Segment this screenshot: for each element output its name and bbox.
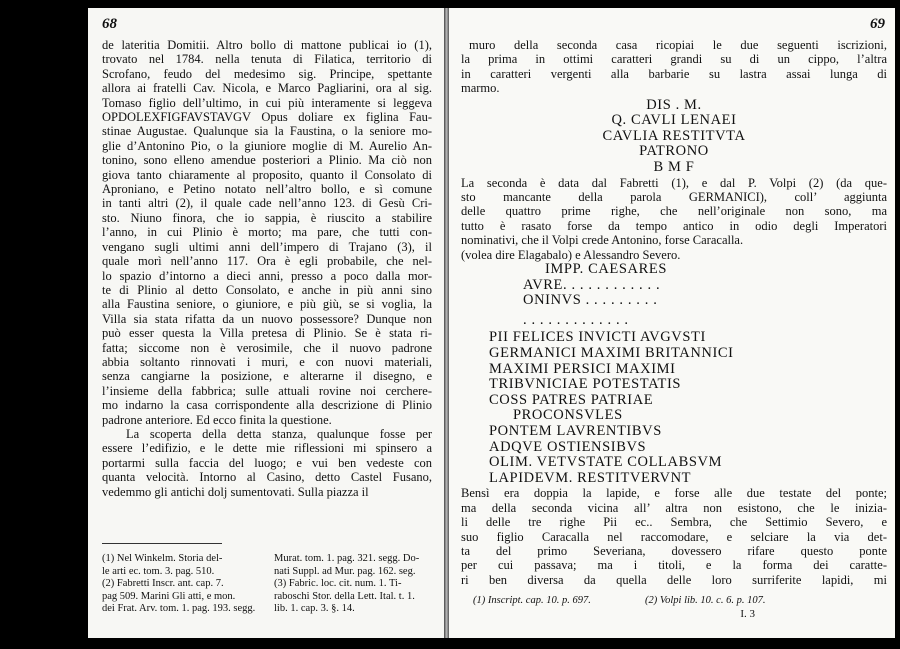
main-text (102, 38, 432, 499)
page-number: 68 (102, 16, 117, 32)
text-line: OPDOLEXFIGFAVSTAVGV Opus doliare ex figlina Fau- (102, 110, 432, 125)
text-line: vedemmo gli antichi dolj sumentovati. Sulla piazza il (102, 484, 369, 499)
text-line: glie d’Antonino Pio, o la giuniore moglie di M. Aurelio An- (102, 138, 432, 153)
inscription-line: OLIM. VETVSTATE COLLABSVM (489, 454, 723, 471)
text-line: padrone anteriore. Ed ecco finita la questione. (102, 412, 332, 427)
inscription-line: MAXIMI PERSICI MAXIMI (489, 360, 676, 377)
text-line: quale morì nell’anno 117. Ora è egli probabile, che nel- (102, 254, 432, 269)
inscription-line: IMPP. CAESARES (545, 261, 668, 278)
left-page (88, 8, 444, 638)
text-line: l’insieme della fabbrica; sulle attuali rovine noi cerchere- (102, 383, 432, 398)
text-line: ri ben diversa da quella delle loro surriferite lapidi, mi (461, 572, 887, 587)
text-line: quanta velocità. Intorno al Casino, detto Castel Fusano, (102, 470, 432, 485)
text-line: abbia soltanto rinnovati i muri, e con nuovi materiali, (102, 354, 432, 369)
text-line: muro della seconda casa ricopiai le due seguenti iscrizioni, (469, 38, 887, 52)
inscription-line: LAPIDEVM. RESTITVERVNT (489, 469, 692, 486)
text-line: per cui passava; ma i titoli, e la forma dei caratte- (461, 558, 887, 573)
text-line: in caratteri vergenti alla barbarie su lastra assai lunga di (461, 66, 887, 81)
text-line: lo spazio d’intorno a dieci anni, presso a poco dalla mor- (102, 268, 432, 283)
footnote-1: (1) Inscript. cap. 10. p. 697. (473, 595, 591, 606)
footnote-2: (2) Volpi lib. 10. c. 6. p. 107. (645, 595, 766, 606)
right-page (449, 8, 895, 638)
text-line: in tanti altri (2), il quale cade nell’anno 123. di Gesù Cri- (102, 196, 432, 211)
text-line: Bensì era doppia la lapide, e forse alle due testate del ponte; (461, 486, 887, 501)
text-line: Tomaso figlio dell’ultimo, in cui più interamente si leggeva (102, 95, 432, 110)
footnote-line: (3) Fabric. loc. cit. num. 1. Ti- (274, 578, 402, 589)
signature-mark: I. 3 (740, 608, 755, 620)
footnote-line: dei Frat. Arv. tom. 1. pag. 193. segg. (102, 603, 256, 614)
text-line: tonino, sono elleno amendue posteriori a Plinio. Ma ciò non (102, 153, 432, 168)
inscription-line: COSS PATRES PATRIAE (489, 391, 654, 408)
text-line: stinae Augustae. Qualunque sia la Faustina, o la seniore mo- (102, 124, 432, 139)
text-line: nominativi, che il Volpi crede Antonino, forse Caracalla. (461, 233, 744, 248)
footnote-line: (2) Fabretti Inscr. ant. cap. 7. (102, 578, 224, 589)
inscription-line: ONINVS . . . . . . . . . (523, 292, 658, 309)
text-line: essere l’edifizio, e le dette mie riflessioni mi spinsero a (102, 441, 432, 456)
text-line: La seconda è data dal Fabretti (1), e dal P. Volpi (2) (da que- (461, 175, 887, 190)
text-line: La scoperta della detta stanza, qualunque fosse per (126, 426, 432, 441)
text-line: allora ai fratelli Cav. Nicola, e Marco Pagliarini, ora al sig. (102, 81, 432, 96)
text-line: giova tanto chiaramente al proposito, quanto il Consolato di (102, 167, 432, 182)
inscription-line: . . . . . . . . . . . . . (523, 311, 629, 328)
text-line: Aproniano, e Petino notato nell’altro bollo, e sì comune (102, 182, 432, 197)
footnote-line: (1) Nel Winkelm. Storia del- (102, 553, 223, 564)
text-line: sto. Niuno finora, che io sappia, è riuscito a stabilire (102, 210, 432, 225)
page-number: 69 (870, 16, 885, 32)
inscription-line: ADQVE OSTIENSIBVS (489, 438, 647, 455)
text-line: Scrofano, feudo del medesimo sig. Principe, spettante (102, 66, 432, 81)
text-line: ma della seconda vicina all’ altra non esistono, che le inizia- (461, 500, 887, 515)
text-line: de lateritia Domitii. Altro bollo di mattone publicai io (1), (102, 38, 432, 52)
inscription-line: B M F (653, 159, 695, 175)
inscription-line: PONTEM LAVRENTIBVS (489, 422, 662, 439)
footnotes-column-2 (274, 553, 419, 616)
text-line: può esser questa la Villa pretesa di Plinio. Se è stata ri- (102, 326, 432, 341)
text-line: ta del primo Severiana, dovessero rifare questo ponte (461, 543, 887, 558)
inscription-line: DIS . M. (646, 96, 702, 113)
text-line: senza cangiarne la posizione, e alterarne il disegno, e (102, 369, 432, 384)
footnote-rule (102, 543, 222, 544)
text-line: trovato nel 1784. nella tenuta di Filatica, territorio di (102, 52, 432, 67)
footnote-line: lib. 1. cap. 3. §. 14. (274, 603, 355, 614)
footnote-line: le arti ec. tom. 3. pag. 510. (102, 565, 215, 577)
inscription-line: PATRONO (639, 143, 709, 160)
text-line: suo figlio Caracalla nel raccomodare, e selciare la via det- (461, 529, 887, 544)
text-line: la prima in ottimi caratteri grandi su di un cippo, l’altra (461, 52, 887, 67)
text-line: portarmi sulla faccia del luogo; e vui ben vedeste con (102, 455, 432, 470)
inscription-line: Q. CAVLI LENAEI (611, 112, 737, 129)
text-line: marmo. (461, 81, 500, 96)
footnote-line: Murat. tom. 1. pag. 321. segg. Do- (274, 553, 420, 564)
text-line: Villa sia stata rifatta da un nuovo possessore? Dunque non (102, 311, 432, 326)
inscription-line: PII FELICES INVICTI AVGVSTI (489, 329, 706, 346)
footnote-line: pag 509. Marini Gli atti, e mon. (102, 590, 236, 602)
text-line: li delle tre righe Pii ec.. Sembra, che Settimio Severo, e (461, 515, 887, 530)
text-line: mo indarno la casa corrispondente alla descrizione di Plinio (102, 398, 432, 413)
footnotes-column-1 (102, 553, 255, 616)
inscription-line: PROCONSVLES (513, 407, 623, 424)
inscription-line: AVRE. . . . . . . . . . . . (523, 276, 661, 293)
text-line: delle quattro prime righe, che nell’originale non sono, ma (461, 204, 887, 219)
text-line: sto mancante della parola GERMANICI), coll’ aggiunta (461, 190, 887, 204)
text-line: l’anno, in cui Plinio è morto; ma pare, che tutti con- (102, 225, 432, 240)
text-line: tutto è rasato forse da tempo antico in odio degli Imperatori (461, 218, 887, 233)
inscription-line: GERMANICI MAXIMI BRITANNICI (489, 345, 734, 361)
text-line: vengano sugli ultimi anni dell’impero di Trajano (3), il (102, 239, 432, 254)
footnote-line: raboschi Stor. della Lett. Ital. t. 1. (274, 590, 415, 602)
inscription-line: CAVLIA RESTITVTA (602, 127, 746, 144)
main-text (461, 38, 887, 587)
footnote-line: nati Suppl. ad Mur. pag. 162. seg. (274, 565, 416, 577)
text-line: fatta; siccome non è verosimile, che il nuovo padrone (102, 340, 432, 355)
inscription-line: TRIBVNICIAE POTESTATIS (489, 376, 682, 393)
text-line: alla Faustina seniore, o giuniore, e più giù, se si voglia, la (102, 297, 432, 312)
text-line: (volea dire Elagabalo) e Alessandro Severo. (461, 247, 681, 262)
text-line: te di Plinio al detto Consolato, e anche in più anni sino (102, 282, 432, 297)
